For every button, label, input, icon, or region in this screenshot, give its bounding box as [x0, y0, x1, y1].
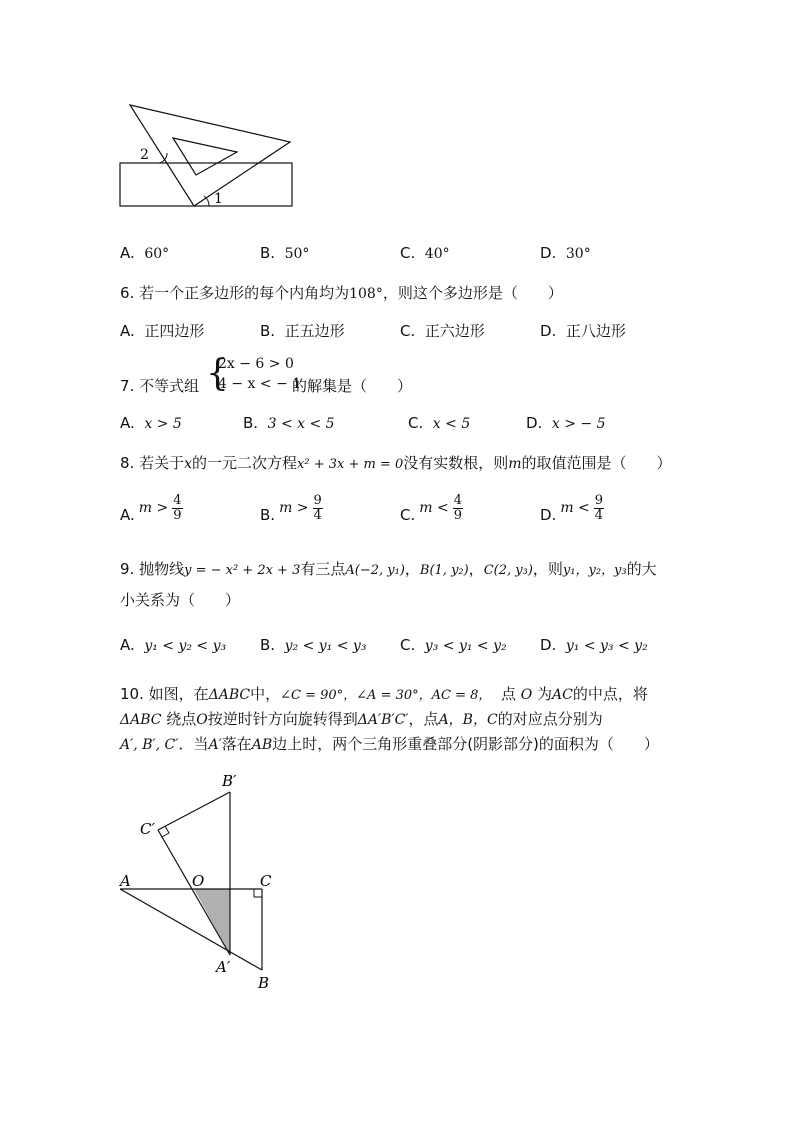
figure-set-square-ruler [110, 95, 310, 215]
q6-stem: 6. 若一个正多边形的每个内角均为108°，则这个多边形是（ ） [120, 284, 563, 302]
q10-stem-line2: ΔABC 绕点O按逆时针方向旋转得到ΔA′B′C′，点A，B，C的对应点分别为 [120, 710, 603, 728]
q7-stem-prefix: 7. 不等式组 [120, 377, 200, 395]
q6-option-c[interactable]: C. 正六边形 [400, 322, 485, 340]
q8-option-a[interactable]: A. m > $\frac{4}{9}$ [120, 492, 182, 524]
point-c-prime-label: C′ [140, 820, 155, 838]
q7-option-d[interactable]: D. x > − 5 [526, 414, 606, 432]
q8-option-d[interactable]: D. m < $\frac{9}{4}$ [540, 492, 604, 524]
point-a-label: A [120, 872, 131, 890]
q9-stem-line2: 小关系为（ ） [120, 591, 241, 609]
q5-option-d[interactable]: D. 30° [540, 244, 591, 262]
q10-stem-line3: A′, B′, C′．当A′落在AB边上时，两个三角形重叠部分(阴影部分)的面积为（ ） [120, 735, 659, 753]
q9-option-d[interactable]: D. y₁ < y₃ < y₂ [540, 636, 648, 654]
point-c-label: C [260, 872, 272, 890]
figure-rotated-triangles [110, 770, 290, 1000]
q8-stem: 8. 若关于x的一元二次方程x² + 3x + m = 0没有实数根，则m的取值范围是（ ） [120, 454, 672, 472]
q7-option-c[interactable]: C. x < 5 [408, 414, 471, 432]
q7-inequality-1: 2x − 6 > 0 [218, 356, 294, 372]
q9-option-c[interactable]: C. y₃ < y₁ < y₂ [400, 636, 507, 654]
q9-stem-line1: 9. 抛物线y = − x² + 2x + 3有三点A(−2, y₁)，B(1, y₂)，C(2, y₃)，则y₁，y₂，y₃的大 [120, 560, 657, 578]
q5-option-a[interactable]: A. 60° [120, 244, 170, 262]
q9-option-b[interactable]: B. y₂ < y₁ < y₃ [260, 636, 367, 654]
point-a-prime-label: A′ [216, 958, 231, 976]
q7-inequality-2: 4 − x < − 1 [218, 376, 302, 392]
point-o-label: O [192, 872, 205, 890]
q6-option-a[interactable]: A. 正四边形 [120, 322, 205, 340]
point-b-label: B [258, 974, 270, 992]
q8-option-c[interactable]: C. m < $\frac{4}{9}$ [400, 492, 462, 524]
q7-brace: { [206, 353, 229, 394]
q9-option-a[interactable]: A. y₁ < y₂ < y₃ [120, 636, 227, 654]
q8-option-b[interactable]: B. m > $\frac{9}{4}$ [260, 492, 322, 524]
q7-option-b[interactable]: B. 3 < x < 5 [243, 414, 335, 432]
angle-1-label: 1 [214, 191, 223, 207]
q6-option-d[interactable]: D. 正八边形 [540, 322, 626, 340]
q7-option-a[interactable]: A. x > 5 [120, 414, 182, 432]
angle-2-label: 2 [140, 147, 149, 163]
q5-option-b[interactable]: B. 50° [260, 244, 310, 262]
point-b-prime-label: B′ [222, 772, 237, 790]
q7-stem-suffix: 的解集是（ ） [292, 377, 413, 395]
q6-option-b[interactable]: B. 正五边形 [260, 322, 345, 340]
q10-stem-line1: 10. 如图，在ΔABC中，∠C = 90°，∠A = 30°，AC = 8， 点 O 为AC的中点，将 [120, 685, 648, 703]
q5-option-c[interactable]: C. 40° [400, 244, 450, 262]
